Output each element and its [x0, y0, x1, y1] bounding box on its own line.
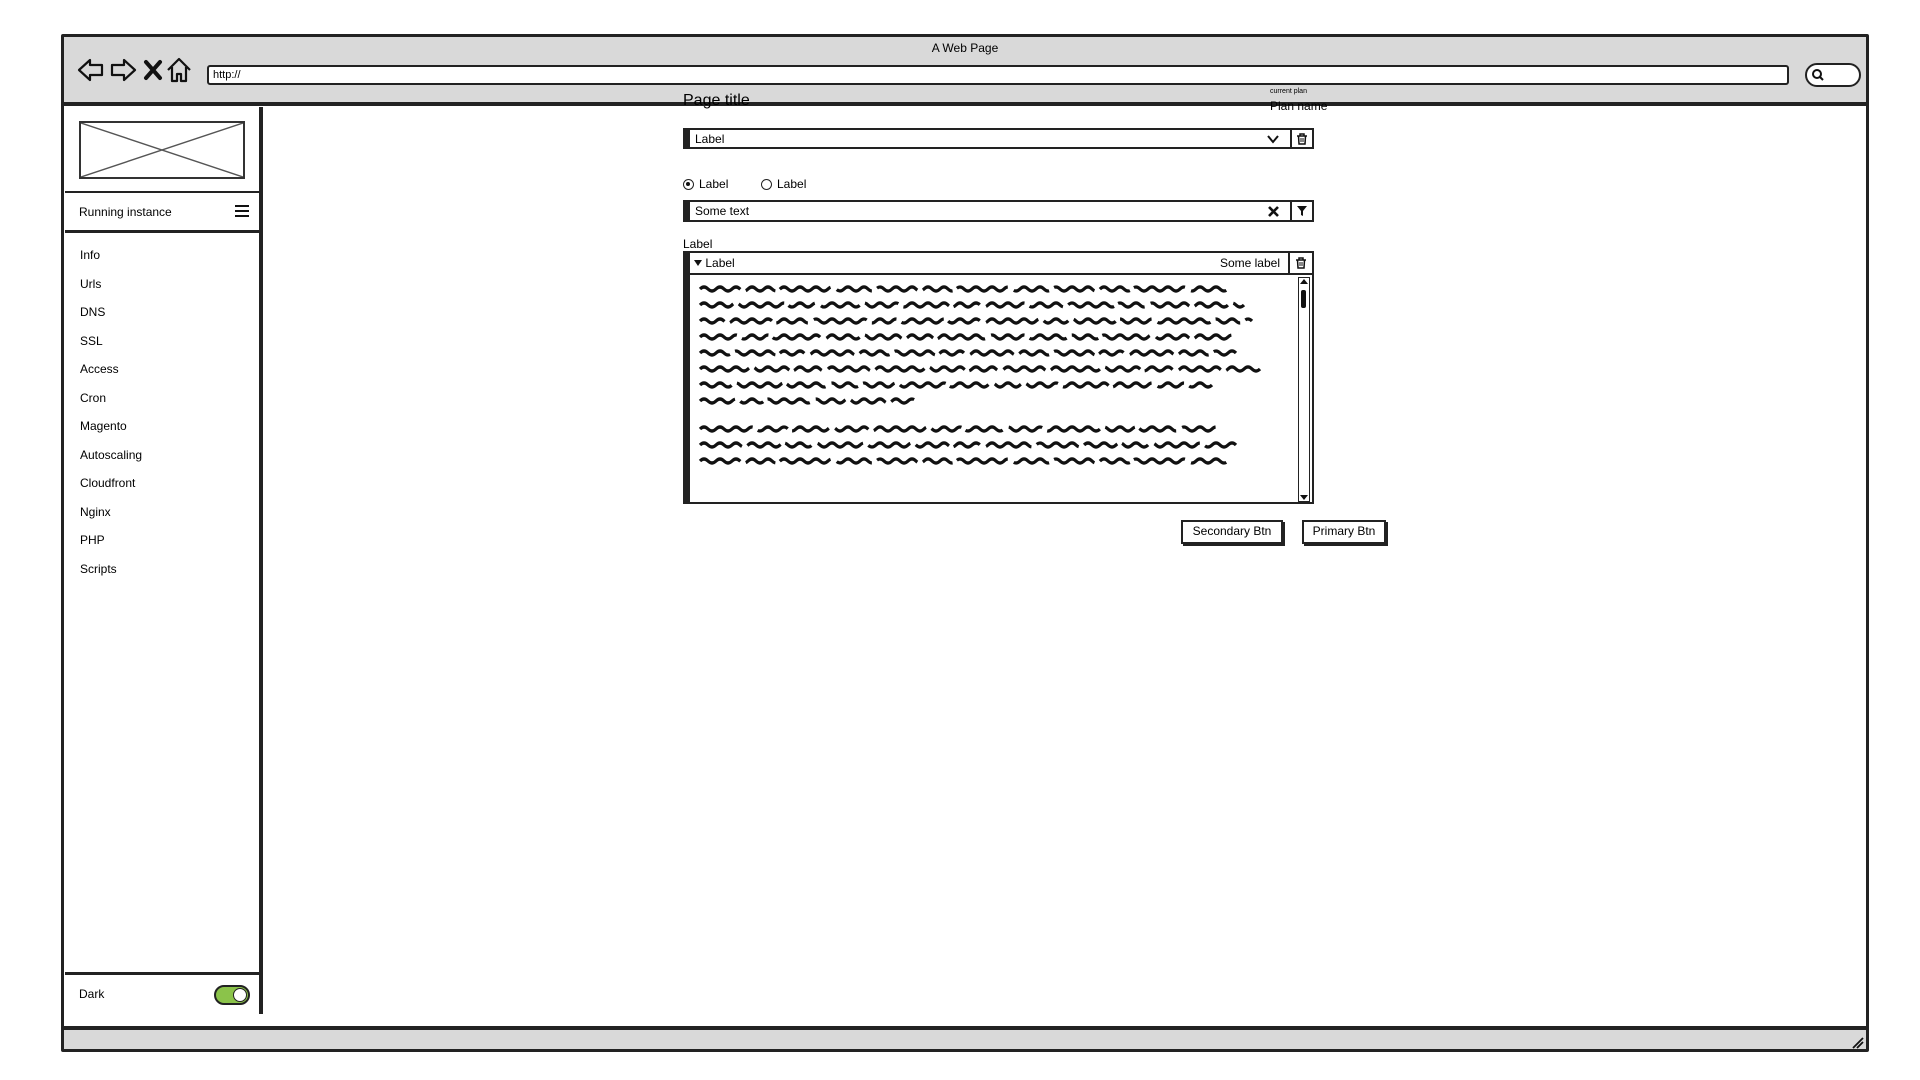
browser-statusbar	[64, 1026, 1866, 1049]
scribble-line	[698, 283, 1233, 295]
scribble-line	[698, 347, 1243, 359]
panel-right-label: Some label	[1219, 256, 1280, 270]
search-icon	[1811, 68, 1825, 82]
running-instance-header	[65, 191, 263, 233]
filter-funnel-icon	[1296, 205, 1308, 217]
radio-empty-dot	[761, 179, 772, 190]
scribble-line	[698, 455, 1233, 467]
sidebar-item-access[interactable]: Access	[80, 362, 119, 376]
search-field[interactable]	[683, 200, 1314, 222]
dark-mode-toggle[interactable]	[214, 985, 250, 1005]
filter-button[interactable]	[1290, 202, 1312, 220]
sidebar-item-scripts[interactable]: Scripts	[80, 561, 117, 576]
trash-icon	[1296, 133, 1308, 145]
sidebar-item-dns[interactable]: DNS	[80, 305, 106, 319]
panel-header	[690, 253, 1312, 275]
scroll-up-arrow-icon[interactable]	[1300, 278, 1308, 285]
forward-arrow-icon[interactable]	[108, 55, 138, 85]
panel-placeholder-text	[698, 283, 1298, 471]
sidebar-nav	[80, 247, 142, 589]
trash-icon	[1295, 257, 1307, 269]
label-select[interactable]	[683, 128, 1314, 149]
plan-name: Plan name	[1270, 99, 1328, 113]
hamburger-menu-icon[interactable]	[235, 205, 249, 220]
radio-option-1-label: Label	[699, 177, 729, 191]
sidebar-item-cron[interactable]: Cron	[80, 390, 107, 405]
sidebar-item-cloudfront[interactable]: Cloudfront	[80, 476, 136, 490]
sidebar-item-php[interactable]: PHP	[80, 533, 105, 547]
panel-scrollbar[interactable]	[1298, 277, 1310, 502]
sidebar-item-info[interactable]: Info	[80, 248, 101, 262]
scroll-down-arrow-icon[interactable]	[1300, 494, 1308, 501]
window-title: A Web Page	[931, 41, 999, 55]
sidebar	[65, 107, 263, 1014]
sidebar-item-ssl[interactable]: SSL	[80, 333, 103, 348]
panel-collapse-toggle[interactable]	[694, 256, 735, 270]
browser-titlebar	[64, 37, 1866, 106]
home-icon[interactable]	[164, 55, 194, 85]
paragraph-gap	[698, 411, 1298, 423]
scribble-line	[698, 363, 1268, 375]
select-value: Label	[695, 132, 725, 146]
url-input[interactable]: http://	[207, 65, 1789, 85]
scribble-line	[698, 331, 1238, 343]
radio-option-2-label: Label	[777, 177, 807, 191]
text-panel	[683, 251, 1314, 504]
search-field-value: Some text	[695, 204, 750, 218]
sidebar-item-magento[interactable]: Magento	[80, 419, 127, 433]
scribble-line	[698, 395, 923, 407]
browser-search-button[interactable]	[1805, 63, 1861, 87]
radio-option-1[interactable]	[683, 177, 728, 191]
toggle-knob	[233, 988, 247, 1002]
dark-mode-label: Dark	[79, 987, 105, 1001]
delete-panel-button[interactable]	[1288, 253, 1312, 273]
chevron-down-icon[interactable]	[1266, 132, 1280, 146]
scribble-line	[698, 423, 1223, 435]
sidebar-item-nginx[interactable]: Nginx	[80, 504, 111, 519]
radio-option-2[interactable]	[761, 177, 806, 191]
panel-title: Label	[705, 256, 735, 270]
running-instance-label: Running instance	[79, 205, 172, 219]
section-label: Label	[683, 237, 713, 251]
clear-x-icon[interactable]	[1267, 205, 1280, 218]
primary-button[interactable]: Primary Btn	[1302, 520, 1386, 544]
scribble-line	[698, 315, 1258, 327]
scribble-line	[698, 379, 1218, 391]
browser-window	[61, 34, 1869, 1052]
sidebar-item-autoscaling[interactable]: Autoscaling	[80, 447, 143, 462]
sidebar-item-urls[interactable]: Urls	[80, 276, 102, 291]
scrollbar-thumb[interactable]	[1301, 290, 1306, 308]
resize-grip-icon[interactable]	[1850, 1035, 1864, 1049]
scribble-line	[698, 439, 1238, 451]
logo-placeholder-image	[79, 121, 245, 179]
scribble-line	[698, 299, 1248, 311]
current-plan-caption: current plan	[1270, 88, 1307, 95]
dark-mode-row	[65, 972, 263, 1014]
secondary-button[interactable]: Secondary Btn	[1181, 520, 1283, 544]
page-title: Page title	[683, 92, 750, 109]
radio-selected-dot	[683, 179, 694, 190]
triangle-down-icon	[694, 259, 702, 267]
back-arrow-icon[interactable]	[76, 55, 106, 85]
delete-select-button[interactable]	[1290, 130, 1312, 147]
